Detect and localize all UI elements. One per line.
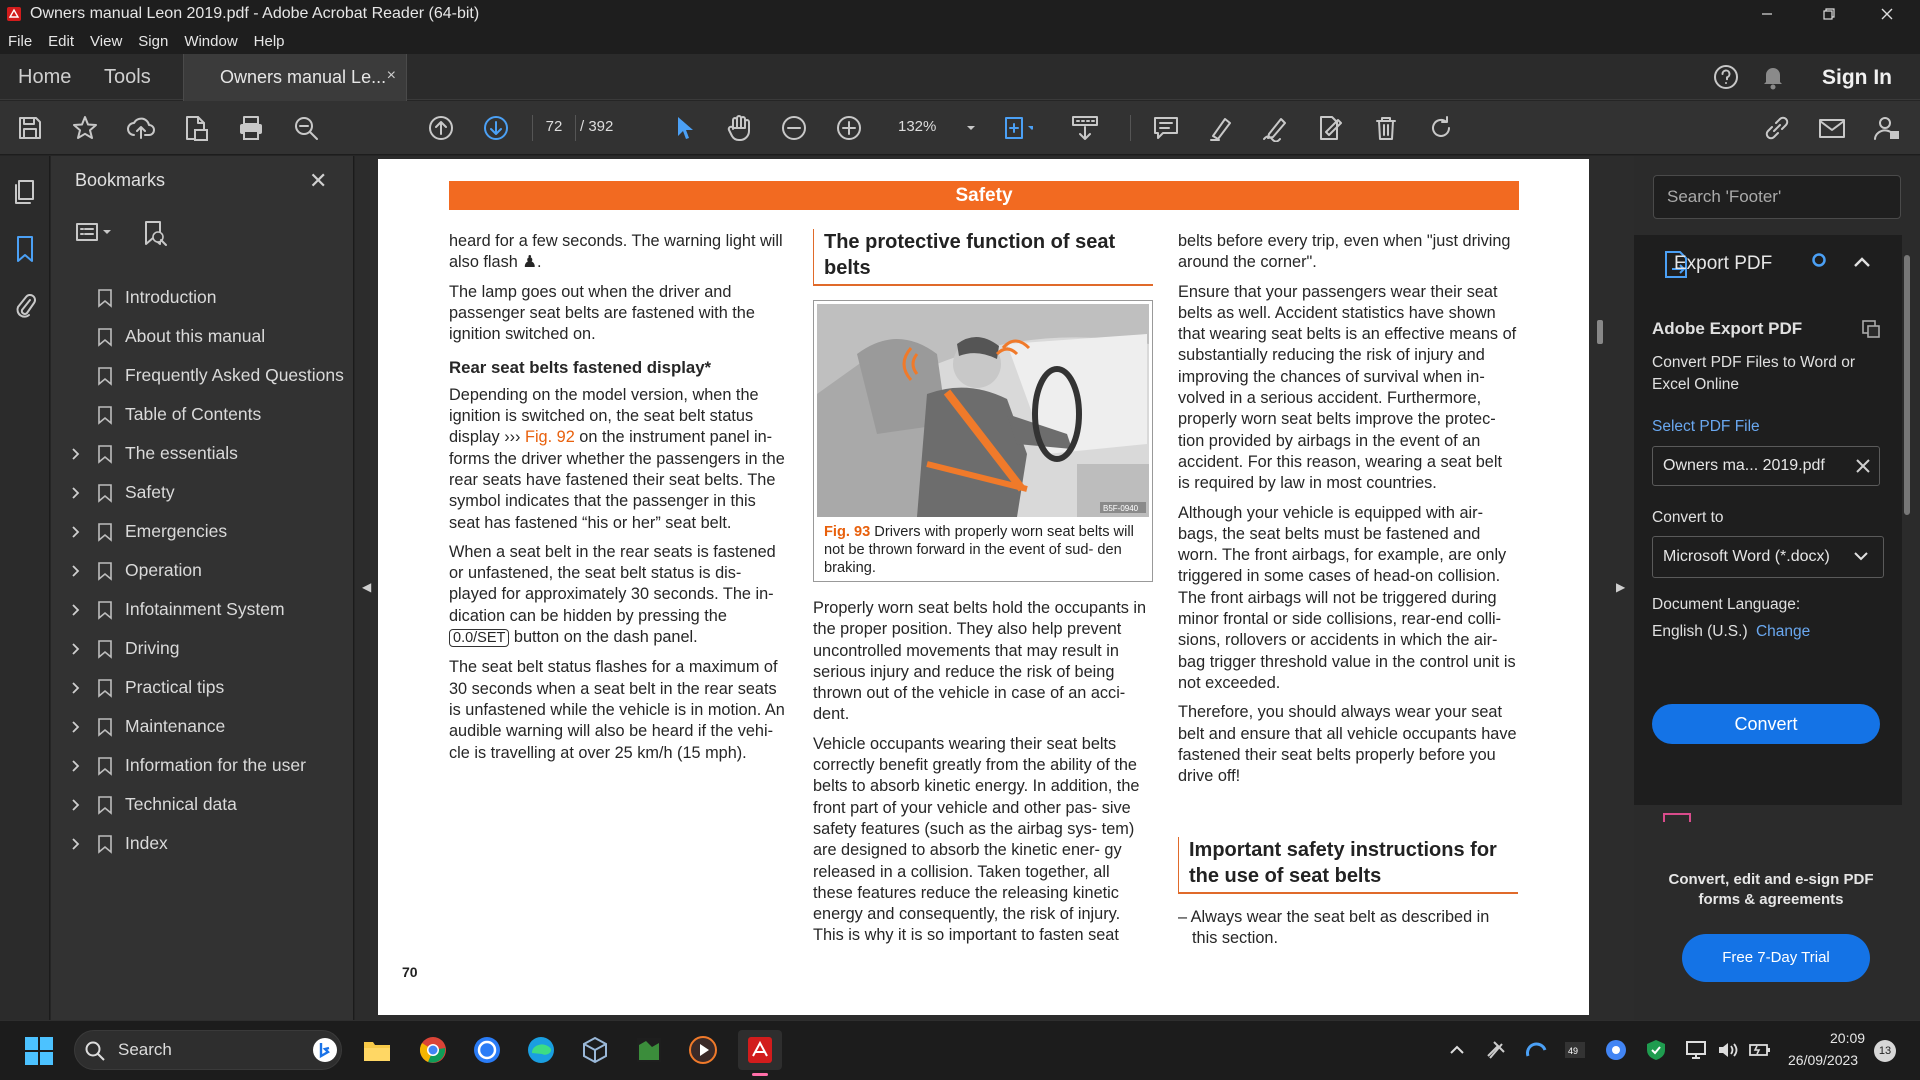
select-pdf-file-link[interactable]: Select PDF File: [1652, 418, 1760, 435]
restore-button[interactable]: [1800, 0, 1858, 28]
page-number-footer: 70: [402, 964, 418, 980]
window-title: Owners manual Leon 2019.pdf - Adobe Acrobat Reader (64-bit): [30, 5, 480, 22]
media-player-icon[interactable]: [688, 1035, 718, 1065]
collapse-left-panel-icon[interactable]: ◀: [362, 580, 372, 594]
format-dropdown-chevron-icon[interactable]: [1852, 550, 1870, 562]
bookmark-item[interactable]: [51, 750, 351, 780]
zoom-dropdown-chevron-icon[interactable]: [956, 113, 986, 143]
bookmark-label: Infotainment System: [125, 599, 285, 619]
bookmark-item[interactable]: [51, 477, 351, 507]
document-language-label: Document Language:: [1652, 596, 1801, 613]
expand-chevron-icon[interactable]: [71, 525, 81, 539]
taskbar-search-box[interactable]: [74, 1030, 342, 1070]
bookmark-flag-icon: [97, 327, 113, 347]
bookmark-label: Practical tips: [125, 677, 225, 697]
chrome-icon[interactable]: [418, 1035, 448, 1065]
bookmark-flag-icon: [97, 639, 113, 659]
protective-function-heading: The protective function of seat belts: [813, 229, 1153, 286]
col1-paragraph-3: Depending on the model version, when the ignition is switched on, the seat belt status display ›››: [449, 385, 759, 447]
bookmark-label: Introduction: [125, 287, 217, 307]
clock-time[interactable]: 20:09: [1830, 1030, 1866, 1046]
figure-93: [813, 300, 1153, 582]
bookmark-item[interactable]: [51, 360, 351, 390]
menu-bar: [0, 28, 1920, 54]
minecraft-icon[interactable]: [634, 1035, 664, 1065]
fig-92-link[interactable]: Fig. 92: [525, 428, 575, 447]
bookmark-label: Maintenance: [125, 716, 226, 736]
menu-window[interactable]: Window: [184, 32, 238, 50]
bookmark-item[interactable]: [51, 828, 351, 858]
bookmark-item[interactable]: [51, 321, 351, 351]
bookmark-item[interactable]: [51, 282, 351, 312]
messenger-icon[interactable]: [472, 1035, 502, 1065]
menu-sign[interactable]: Sign: [138, 32, 169, 50]
bookmark-flag-icon: [97, 288, 113, 308]
collapse-right-panel-icon[interactable]: ▶: [1616, 580, 1626, 594]
page-number-input[interactable]: 72: [545, 118, 563, 135]
figure-code: B5F-0940: [1103, 504, 1139, 513]
acrobat-taskbar-icon: [746, 1035, 774, 1065]
col1-paragraph-3-cont: on the instrument panel in- forms the driver whether the passengers in the rear seats have fastened their seat belts. The symbol indicates that the passenger in this seat has fastened “his or her” seat belt.: [449, 428, 785, 532]
page-column-2: [813, 598, 1153, 955]
page-column-3: [1178, 231, 1518, 795]
expand-chevron-icon[interactable]: [71, 759, 81, 773]
zoom-in-icon[interactable]: [834, 113, 864, 143]
document-scroll-thumb[interactable]: [1597, 320, 1603, 344]
user-lock-icon[interactable]: [1872, 113, 1902, 143]
fig-93-caption-text: Drivers with properly worn seat belts will not be thrown forward in the event of sud- den braking.: [824, 524, 1134, 576]
figure-caption: [824, 523, 1146, 577]
tray-tool-icon[interactable]: [1484, 1038, 1508, 1062]
volume-icon[interactable]: [1716, 1038, 1740, 1062]
col2-paragraph-2: Vehicle occupants wearing their seat belts correctly benefit greatly from the ability of the belts to absorb kinetic energy. In addition, the front part of your vehicle and other pas- sive safety features (such as the airbag sys- tem) are designed to absorb the kinetic ener- gy released in a collision. Taken together, all these features reduce the releasing kinetic energy and consequently, the risk of injury. This is why it is so important to fasten seat: [813, 734, 1140, 945]
adobe-export-title: Adobe Export PDF: [1652, 319, 1803, 338]
bookmark-label: Safety: [125, 482, 175, 502]
notification-count-badge[interactable]: 13: [1874, 1040, 1896, 1062]
document-tab-label: Owners manual Le...: [220, 67, 387, 87]
bookmark-flag-icon: [97, 405, 113, 425]
tray-edge-icon[interactable]: [1524, 1038, 1548, 1062]
expand-chevron-icon[interactable]: [71, 681, 81, 695]
battery-icon[interactable]: [1748, 1038, 1772, 1062]
promo-text: Convert, edit and e-sign PDF forms & agreements: [1668, 871, 1874, 908]
seatbelt-driver-illustration: [817, 304, 1149, 517]
page-thumbnails-icon[interactable]: [12, 178, 38, 206]
export-description: Convert PDF Files to Word or Excel Online: [1652, 354, 1855, 393]
premium-badge-icon: [1812, 253, 1826, 267]
bookmark-label: Emergencies: [125, 521, 228, 541]
notifications-bell-icon[interactable]: [1760, 63, 1786, 91]
bookmark-label: Table of Contents: [125, 404, 262, 424]
acrobat-app-icon: [6, 6, 22, 22]
document-language-value: English (U.S.): [1652, 623, 1748, 640]
sign-pen-icon[interactable]: [1261, 113, 1291, 143]
tray-battery-percent-icon[interactable]: [1564, 1040, 1586, 1060]
rear-seat-belts-heading: Rear seat belts fastened display*: [449, 358, 712, 378]
fit-page-icon[interactable]: [1003, 113, 1033, 143]
export-pdf-title[interactable]: Export PDF: [1674, 253, 1773, 274]
attachments-paperclip-icon[interactable]: [12, 290, 38, 320]
email-icon[interactable]: [1817, 113, 1847, 143]
close-window-button[interactable]: [1858, 0, 1916, 28]
expand-chevron-icon[interactable]: [71, 837, 81, 851]
tray-chrome-icon[interactable]: [1604, 1038, 1628, 1062]
share-link-icon[interactable]: [1762, 113, 1792, 143]
col3-bullet: – Always wear the seat belt as described in this section.: [1178, 908, 1490, 948]
bookmark-label: Information for the user: [125, 755, 306, 775]
convert-to-label: Convert to: [1652, 509, 1724, 526]
page-column-1: heard for a few seconds. The warning light will also flash ♟. The lamp goes out when the driver and passenger seat belts are fastened with the ignition switched on. Rear seat belts fastened display* Depending on the model version, when the ignition is switched on, the seat belt status display ››› Fig. 92 on the instrument panel in- forms the driver whether the passengers in the rear seats have fastened their seat belts. The symbol indicates that the passenger in this seat has fastened “his or her” seat belt. When a seat belt in the rear seats is fastened or unfastened, the seat belt status is dis- played for approximately 30 seconds. The in- dication can be hidden by pressing the 0.0/SET button on the dash panel. The seat belt status flashes for a maximum of 30 seconds when a seat belt in the rear seats is unfastened while the vehicle is in motion. An audible warning will also be heard if the vehi- cle is travelling at over 25 km/h (15 mph).: [449, 231, 786, 772]
select-cursor-icon[interactable]: [669, 113, 699, 143]
clear-file-icon[interactable]: [1854, 457, 1872, 475]
selected-file-field[interactable]: Owners ma... 2019.pdf: [1652, 446, 1880, 486]
bookmark-label: About this manual: [125, 326, 266, 346]
bookmark-item[interactable]: [51, 438, 351, 468]
change-language-link[interactable]: Change: [1755, 623, 1811, 640]
network-icon[interactable]: [1684, 1038, 1708, 1062]
bookmarks-title: Bookmarks: [75, 170, 166, 190]
comment-icon[interactable]: [1151, 113, 1181, 143]
create-pdf-icon[interactable]: [181, 113, 211, 143]
col1-paragraph-4-cont: button on the dash panel.: [509, 628, 698, 647]
bookmark-label: Frequently Asked Questions: [125, 365, 344, 385]
bookmark-item[interactable]: [51, 633, 351, 663]
previous-page-icon[interactable]: [426, 113, 456, 143]
col1-paragraph-2: The lamp goes out when the driver and passenger seat belts are fastened with the ignition switched on.: [449, 282, 755, 344]
taskbar-search-label: Search: [118, 1040, 172, 1059]
export-info-icon: [1860, 318, 1882, 340]
bookmark-flag-icon: [97, 717, 113, 737]
bookmark-flag-icon: [97, 600, 113, 620]
expand-chevron-icon[interactable]: [71, 603, 81, 617]
show-hidden-icons-chevron[interactable]: [1448, 1042, 1466, 1058]
expand-chevron-icon[interactable]: [71, 642, 81, 656]
bookmark-label: The essentials: [125, 443, 238, 463]
menu-edit[interactable]: Edit: [48, 32, 75, 50]
zoom-out-icon[interactable]: [779, 113, 809, 143]
bookmark-label: Technical data: [125, 794, 237, 814]
menu-file[interactable]: File: [8, 32, 33, 50]
expand-chevron-icon[interactable]: [71, 798, 81, 812]
scroll-mode-icon[interactable]: [1070, 113, 1100, 143]
bookmark-item[interactable]: [51, 594, 351, 624]
delete-trash-icon[interactable]: [1371, 113, 1401, 143]
bookmark-options-icon[interactable]: [75, 220, 119, 246]
menu-view[interactable]: View: [90, 32, 123, 50]
highlight-pen-icon[interactable]: [1206, 113, 1236, 143]
minimize-button[interactable]: [1738, 0, 1796, 28]
bookmark-flag-icon: [97, 444, 113, 464]
tool-search-input[interactable]: Search 'Footer': [1653, 175, 1901, 219]
bookmark-star-icon[interactable]: [70, 113, 100, 143]
zoom-level-field[interactable]: 132%: [898, 118, 937, 135]
tray-security-shield-icon[interactable]: [1644, 1038, 1668, 1062]
windows-start-icon[interactable]: [24, 1036, 54, 1066]
active-app-indicator: [752, 1073, 768, 1076]
bookmark-flag-icon: [97, 561, 113, 581]
col3-paragraph-4: Therefore, you should always wear your seat belt and ensure that all vehicle occupants have fastened their seat belts properly before you drive off!: [1178, 703, 1517, 786]
bookmarks-panel: [51, 156, 354, 1020]
tab-bar: [0, 54, 1920, 100]
col3-paragraph-2: Ensure that your passengers wear their seat belts as well. Accident statistics have shown that wearing seat belts is an effective means of substantially reducing the risk of injury and improving the chances of survival when in- volved in a serious accident. Furthermore, properly worn seat belts improve the protec- tion provided by airbags in the event of an accident. For this reason, wearing a seat belt is required by law in most countries.: [1178, 282, 1517, 493]
bookmark-flag-icon: [97, 756, 113, 776]
next-page-icon[interactable]: [481, 113, 511, 143]
expand-chevron-icon[interactable]: [71, 486, 81, 500]
help-icon[interactable]: [1712, 63, 1740, 91]
upload-cloud-icon[interactable]: [126, 113, 156, 143]
bookmark-flag-icon: [97, 795, 113, 815]
right-panel-scrollbar[interactable]: [1904, 255, 1910, 515]
bing-chat-icon[interactable]: [312, 1037, 338, 1063]
main-toolbar: [0, 101, 1920, 155]
sign-in-button[interactable]: Sign In: [1822, 66, 1892, 89]
bookmark-flag-icon: [97, 678, 113, 698]
document-language-row: [1652, 621, 1810, 643]
left-navigation-rail: [0, 156, 50, 1020]
print-icon[interactable]: [236, 113, 266, 143]
col1-paragraph-4: When a seat belt in the rear seats is fastened or unfastened, the seat belt status is dis- played for approximately 30 seconds. The in- dication can be hidden by pressing the: [449, 542, 776, 625]
svg-text:49: 49: [1568, 1046, 1579, 1056]
page-total: / 392: [580, 118, 614, 135]
bookmark-flag-icon: [97, 834, 113, 854]
bookmark-flag-icon: [97, 483, 113, 503]
bookmark-label: Index: [125, 833, 168, 853]
col3-paragraph-3: Although your vehicle is equipped with air- bags, the seat belts must be fastened and worn. The front airbags, for example, are only triggered in some cases of head-on collision. The front airbags will not be triggered during minor frontal or side collisions, rear-end colli- sions, rollovers or accidents in which the air- bag trigger threshold value in the control unit is not exceeded.: [1178, 503, 1516, 692]
col1-paragraph-1: heard for a few seconds. The warning light will also flash: [449, 232, 783, 272]
bookmarks-panel-icon[interactable]: [12, 234, 38, 264]
bookmark-item[interactable]: [51, 555, 351, 585]
bookmark-item[interactable]: [51, 399, 351, 429]
fig-93-label: Fig. 93: [824, 524, 871, 540]
bookmark-item[interactable]: [51, 711, 351, 741]
bookmark-item[interactable]: [51, 672, 351, 702]
col2-paragraph-1: Properly worn seat belts hold the occupants in the proper position. They also help prevent uncontrolled movements that may result in serious injury and reduce the risk of being thrown out of the vehicle in case of an acci- dent.: [813, 599, 1147, 724]
col3-paragraph-1: belts before every trip, even when "just driving around the corner".: [1178, 232, 1511, 272]
close-tab-icon[interactable]: ×: [386, 67, 396, 84]
clock-date[interactable]: 26/09/2023: [1788, 1052, 1859, 1068]
search-zoom-icon[interactable]: [291, 113, 321, 143]
free-trial-button[interactable]: Free 7-Day Trial: [1682, 934, 1870, 982]
section-header-bar: Safety: [449, 181, 1519, 210]
save-icon[interactable]: [15, 113, 45, 143]
expand-chevron-icon[interactable]: [71, 720, 81, 734]
file-explorer-icon[interactable]: [362, 1036, 392, 1064]
close-bookmarks-icon[interactable]: ✕: [309, 168, 328, 193]
tab-home[interactable]: Home: [18, 65, 72, 88]
tab-document[interactable]: [183, 54, 407, 101]
virtualbox-icon[interactable]: [580, 1035, 610, 1065]
important-safety-heading: Important safety instructions for the use of seat belts: [1178, 837, 1518, 894]
col1-paragraph-5: The seat belt status flashes for a maximum of 30 seconds when a seat belt in the rear seats is unfastened while the vehicle is in motion. An audible warning will also be heard if the vehi- cle is travelling at over 25 km/h (15 mph).: [449, 658, 785, 762]
convert-button[interactable]: Convert: [1652, 704, 1880, 744]
bookmark-item[interactable]: [51, 516, 351, 546]
tab-tools[interactable]: Tools: [104, 65, 151, 88]
hand-tool-icon[interactable]: [724, 113, 754, 143]
window-title-bar: [0, 0, 1920, 28]
menu-help[interactable]: Help: [253, 32, 285, 50]
bookmark-label: Driving: [125, 638, 180, 658]
format-select[interactable]: Microsoft Word (*.docx): [1652, 536, 1884, 578]
edit-pdf-tool-icon[interactable]: [1662, 812, 1692, 822]
fill-sign-icon[interactable]: [1316, 113, 1346, 143]
edge-icon[interactable]: [526, 1035, 556, 1065]
collapse-chevron-up-icon[interactable]: [1852, 255, 1872, 269]
taskbar-search-icon: [84, 1040, 106, 1062]
new-bookmark-icon[interactable]: [141, 218, 169, 248]
expand-chevron-icon[interactable]: [71, 564, 81, 578]
set-button-label: 0.0/SET: [449, 629, 509, 647]
expand-chevron-icon[interactable]: [71, 447, 81, 461]
bookmark-flag-icon: [97, 522, 113, 542]
bookmark-item[interactable]: [51, 789, 351, 819]
bookmark-label: Operation: [125, 560, 202, 580]
rotate-icon[interactable]: [1426, 113, 1456, 143]
seatbelt-warning-icon: ♟: [522, 253, 537, 272]
bookmark-flag-icon: [97, 366, 113, 386]
